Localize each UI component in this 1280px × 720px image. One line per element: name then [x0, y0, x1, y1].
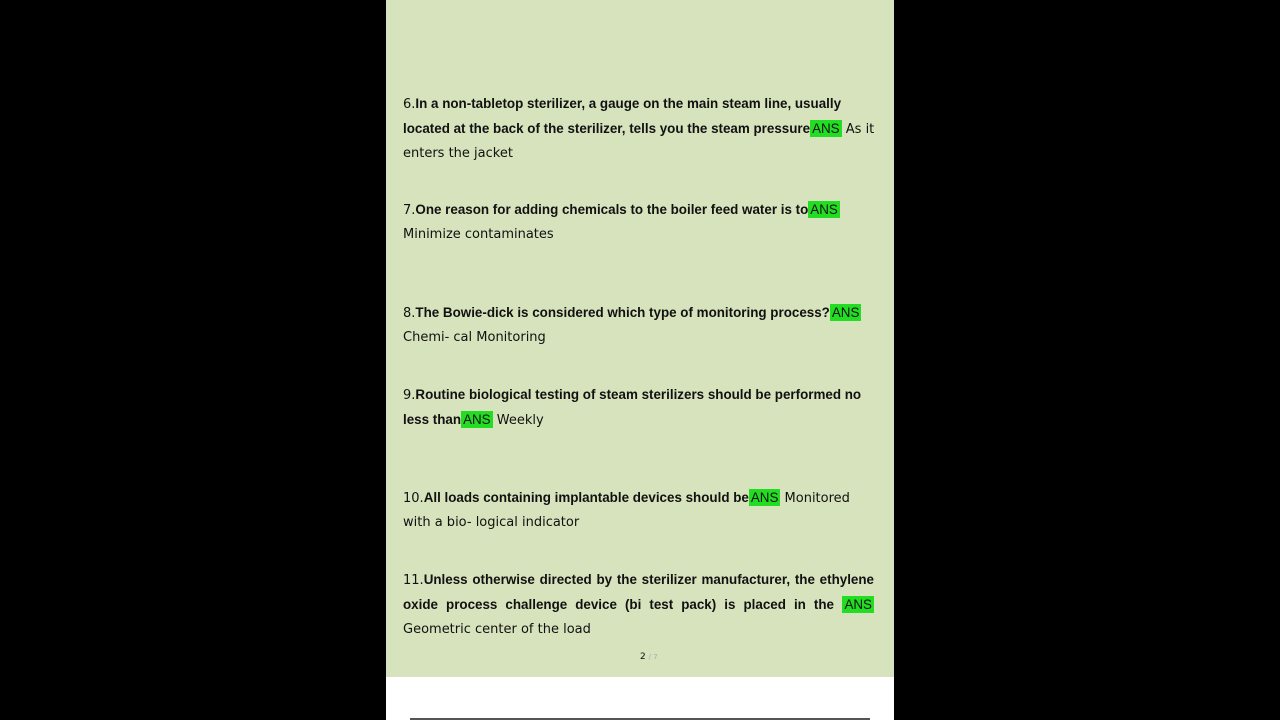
ans-highlight: ANS: [750, 490, 779, 505]
question-11: [403, 568, 874, 642]
ans-highlight: ANS: [831, 305, 860, 320]
question-text: Routine biological testing of steam sterilizers should be performed no less than: [403, 387, 862, 427]
page-current: 2: [640, 652, 646, 662]
answer-text: Minimize contaminates: [403, 227, 554, 242]
question-text: One reason for adding chemicals to the boiler feed water is to: [415, 202, 809, 217]
question-number: 6.: [403, 97, 416, 112]
page-number-indicator: [640, 652, 658, 662]
ans-highlight: ANS: [810, 202, 838, 217]
question-number: 11.: [403, 573, 424, 588]
question-text: Unless otherwise directed by the sterilizer manufacturer, the ethylene oxide process challenge device (bi test pack) is placed in the: [403, 572, 874, 612]
question-6: [403, 92, 881, 166]
answer-text: Chemi- cal Monitoring: [403, 330, 546, 345]
document-page: [386, 0, 894, 677]
page-total: / 7: [648, 653, 658, 661]
question-10: [403, 486, 881, 535]
ans-highlight: ANS: [812, 121, 840, 136]
question-number: 8.: [403, 306, 416, 321]
question-text: All loads containing implantable devices should be: [423, 490, 749, 505]
question-text: In a non-tabletop sterilizer, a gauge on the main steam line, usually located at the back of the sterilizer, tells you the steam pressure: [403, 96, 842, 136]
answer-text: Weekly: [496, 413, 544, 428]
question-number: 7.: [403, 203, 416, 218]
question-number: 9.: [403, 388, 416, 403]
answer-text: As it enters the jacket: [403, 122, 875, 161]
question-8: [403, 301, 881, 350]
answer-text: Geometric center of the load: [403, 622, 591, 637]
next-page-top: [386, 677, 894, 720]
question-9: [403, 383, 881, 433]
question-text: The Bowie-dick is considered which type of monitoring process?: [415, 305, 830, 320]
question-7: [403, 198, 881, 247]
answer-text: Monitored with a bio- logical indicator: [403, 491, 850, 530]
question-number: 10.: [403, 491, 424, 506]
ans-highlight: ANS: [844, 597, 872, 612]
ans-highlight: ANS: [463, 412, 491, 427]
